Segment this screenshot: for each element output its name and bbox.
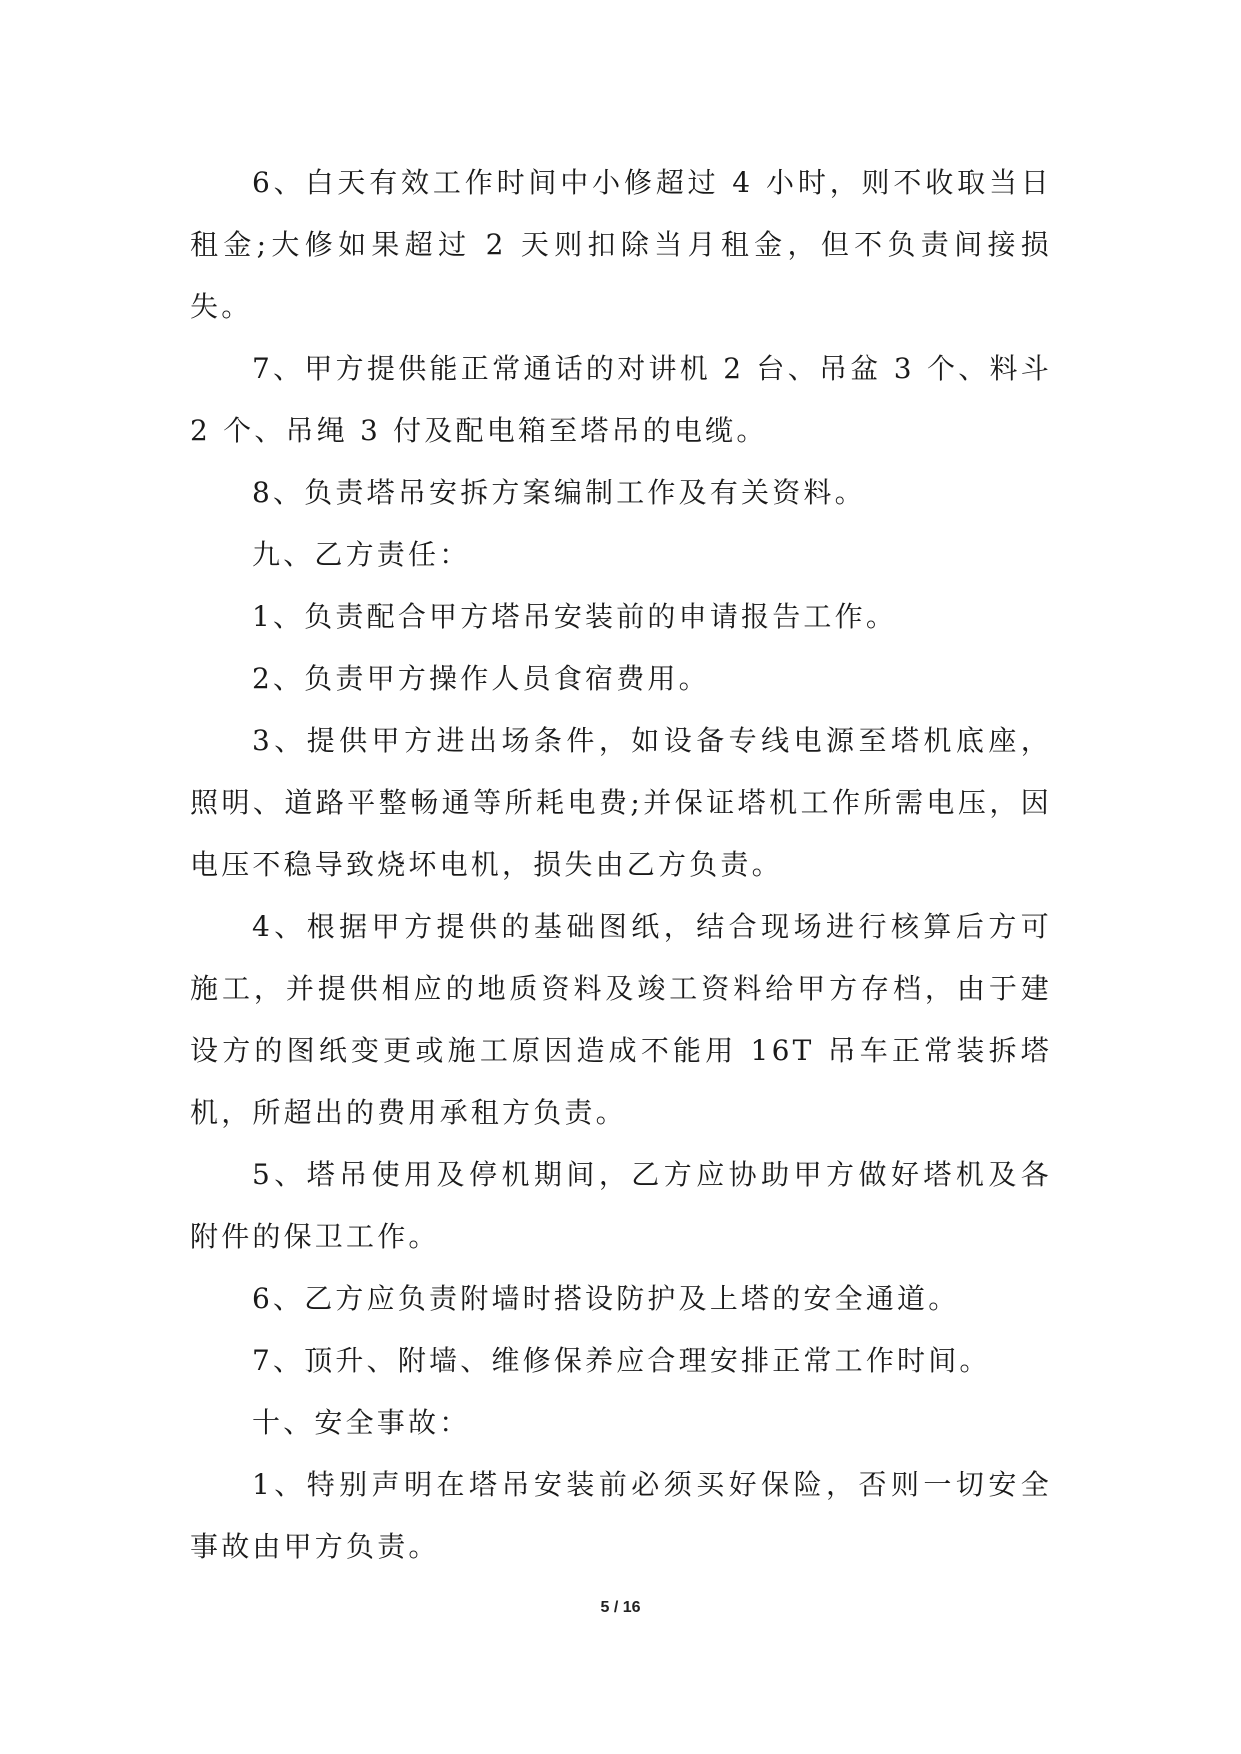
paragraph-board-lodging: 2、负责甲方操作人员食宿费用。 xyxy=(252,662,710,695)
paragraph-insurance: 1、特别声明在塔吊安装前必须买好保险，否则一切安全事故由甲方负责。 xyxy=(190,1468,1052,1563)
paragraph-installation-plan: 8、负责塔吊安拆方案编制工作及有关资料。 xyxy=(252,476,866,509)
paragraph-application-report: 1、负责配合甲方塔吊安装前的申请报告工作。 xyxy=(252,600,898,633)
paragraph-site-conditions: 3、提供甲方进出场条件，如设备专线电源至塔机底座，照明、道路平整畅通等所耗电费;并保证塔机工作所需电压，因电压不稳导致烧坏电机，损失由乙方负责。 xyxy=(190,724,1052,881)
paragraph-safety-passage: 6、乙方应负责附墙时搭设防护及上塔的安全通道。 xyxy=(252,1282,960,1315)
page-number: 5 / 16 xyxy=(600,1599,641,1616)
section-heading-safety-accident: 十、安全事故： xyxy=(252,1406,471,1439)
paragraph-party-a-equipment: 7、甲方提供能正常通话的对讲机 2 台、吊盆 3 个、料斗 2 个、吊绳 3 付及配电箱至塔吊的电缆。 xyxy=(190,352,1052,447)
paragraph-foundation-drawings: 4、根据甲方提供的基础图纸，结合现场进行核算后方可施工，并提供相应的地质资料及竣工资料给甲方存档，由于建设方的图纸变更或施工原因造成不能用 16T 吊车正常装拆塔机，所超出的费用承租方负责。 xyxy=(190,910,1052,1129)
section-heading-party-b: 九、乙方责任： xyxy=(252,538,471,571)
paragraph-security: 5、塔吊使用及停机期间，乙方应协助甲方做好塔机及各附件的保卫工作。 xyxy=(190,1158,1052,1253)
document-body xyxy=(190,152,1052,1578)
paragraph-working-time: 7、顶升、附墙、维修保养应合理安排正常工作时间。 xyxy=(252,1344,991,1377)
paragraph-rental-repair: 6、白天有效工作时间中小修超过 4 小时，则不收取当日租金;大修如果超过 2 天则扣除当月租金，但不负责间接损失。 xyxy=(190,166,1052,323)
